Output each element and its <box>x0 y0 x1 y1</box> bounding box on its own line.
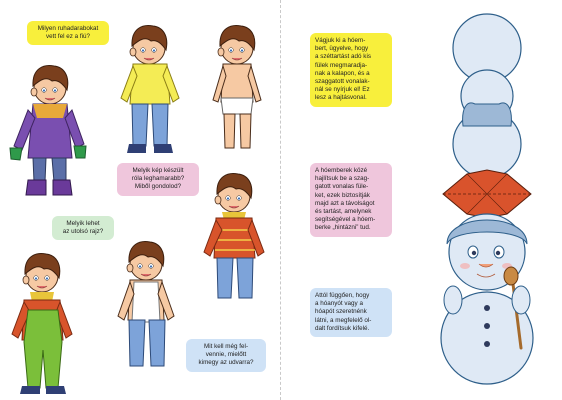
boy-winter-coat-figure <box>8 60 88 200</box>
snowman-cutout-figure <box>417 8 557 398</box>
boy-yellow-sweater-figure <box>115 20 185 160</box>
question-bubble-what-next: Mit kell még fel- vennie, mielőtt kimegy az udvarra? <box>186 339 266 372</box>
question-bubble-earliest: Melyik kép készült róla leghamarabb? Miből gondolod? <box>117 163 199 196</box>
instruction-bubble-turn: Attól függően, hogy a hóanyót vagy a hóapót szeretnénk látni, a megfelelő ol- dalt fordítsuk kifelé. <box>310 288 392 337</box>
boy-undershirt-jeans-figure <box>112 238 182 383</box>
boy-green-overalls-figure <box>8 250 80 395</box>
boy-red-sweater-figure <box>200 170 270 310</box>
right-page <box>281 0 562 400</box>
instruction-bubble-cut: Vágjuk ki a hóem- bert, ügyelve, hogy a széttartást adó kis fülek megmaradja- nak a kalapon, és a szaggatott vonalak- nál se nyírjuk el! Ez lesz a hajtásvonal. <box>310 33 392 107</box>
question-bubble-last: Melyik lehet az utolsó rajz? <box>52 216 114 240</box>
instruction-bubble-fold: A hóemberek közé hajlítsuk be a szag- gatott vonalas füle- ket, ezek biztosítják majd azt a távolságot és tartást, amelynek segítségével a hóem- berke „hintázni” tud. <box>310 163 392 237</box>
question-bubble-clothes: Milyen ruhadarabokat vett fel ez a fiú? <box>27 21 109 45</box>
boy-underwear-figure <box>205 20 271 160</box>
